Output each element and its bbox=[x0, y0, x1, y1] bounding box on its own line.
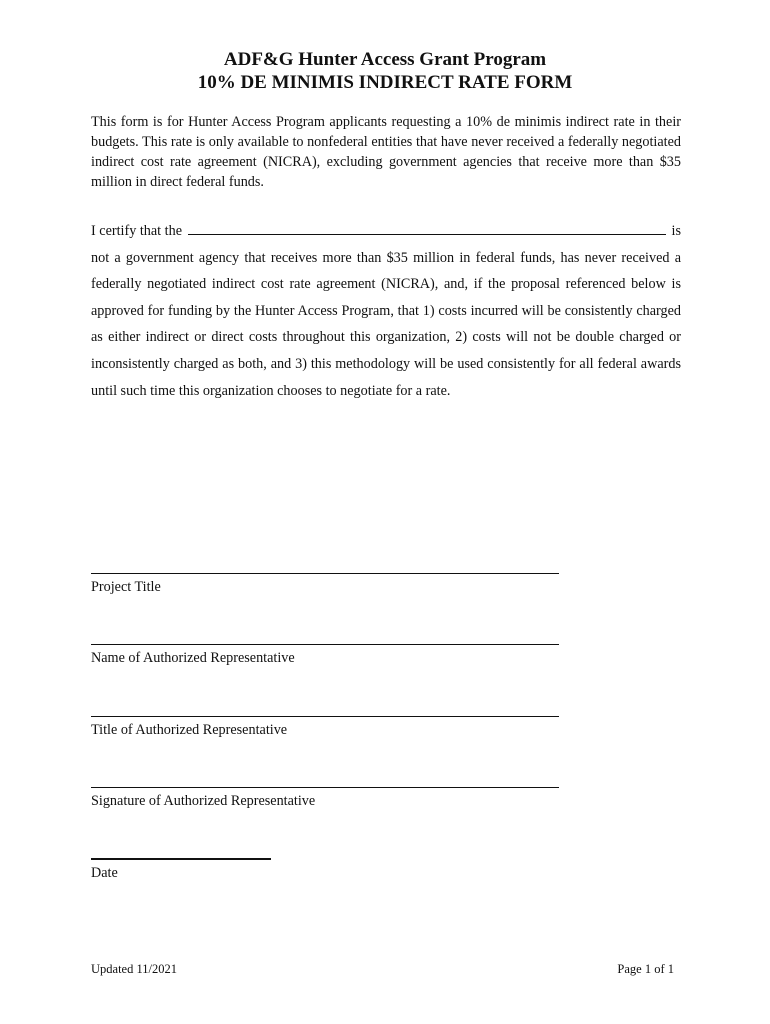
rep-name-line[interactable] bbox=[91, 644, 559, 645]
page-number: Page 1 of 1 bbox=[617, 962, 674, 976]
certification-first-line bbox=[91, 218, 681, 245]
rep-title-label: Title of Authorized Representative bbox=[91, 722, 288, 738]
date-field bbox=[91, 858, 271, 882]
document-title: ADF&G Hunter Access Grant Program bbox=[223, 49, 547, 70]
rep-name-field bbox=[91, 644, 559, 667]
rep-signature-line[interactable] bbox=[91, 787, 559, 788]
certification-body: not a government agency that receives more than $35 million in federal funds, has never received a federally negotiated indirect cost rate agreement (NICRA), and, if the proposal referenced below is approved for funding by the Hunter Access Program, that 1) costs incurred will be consistently charged as either indirect or direct costs throughout this organization, 2) costs will not be double charged or inconsistently charged as both, and 3) this methodology will be used consistently for all federal awards until such time this organization chooses to negotiate for a rate. bbox=[91, 249, 681, 399]
document-subtitle: 10% DE MINIMIS INDIRECT RATE FORM bbox=[197, 72, 573, 93]
certification-paragraph bbox=[91, 218, 681, 404]
project-title-line[interactable] bbox=[91, 573, 559, 574]
rep-signature-field bbox=[91, 787, 559, 810]
intro-paragraph: This form is for Hunter Access Program applicants requesting a 10% de minimis indirect rate in their budgets. This rate is only available to nonfederal entities that have never received a federally negotiated indirect cost rate agreement (NICRA), excluding government agencies that receive more than $35 million in direct federal funds. bbox=[91, 114, 681, 190]
rep-name-label: Name of Authorized Representative bbox=[91, 650, 295, 666]
certify-is-text: is bbox=[671, 223, 681, 239]
rep-signature-label: Signature of Authorized Representative bbox=[91, 793, 316, 809]
rep-title-line[interactable] bbox=[91, 716, 559, 717]
certify-lead-text: I certify that the bbox=[91, 223, 182, 239]
organization-name-blank[interactable] bbox=[188, 220, 666, 235]
updated-date: Updated 11/2021 bbox=[91, 962, 177, 976]
project-title-label: Project Title bbox=[91, 579, 161, 595]
rep-title-field bbox=[91, 716, 559, 739]
date-label: Date bbox=[91, 865, 118, 881]
project-title-field bbox=[91, 573, 559, 596]
date-line[interactable] bbox=[91, 858, 271, 860]
